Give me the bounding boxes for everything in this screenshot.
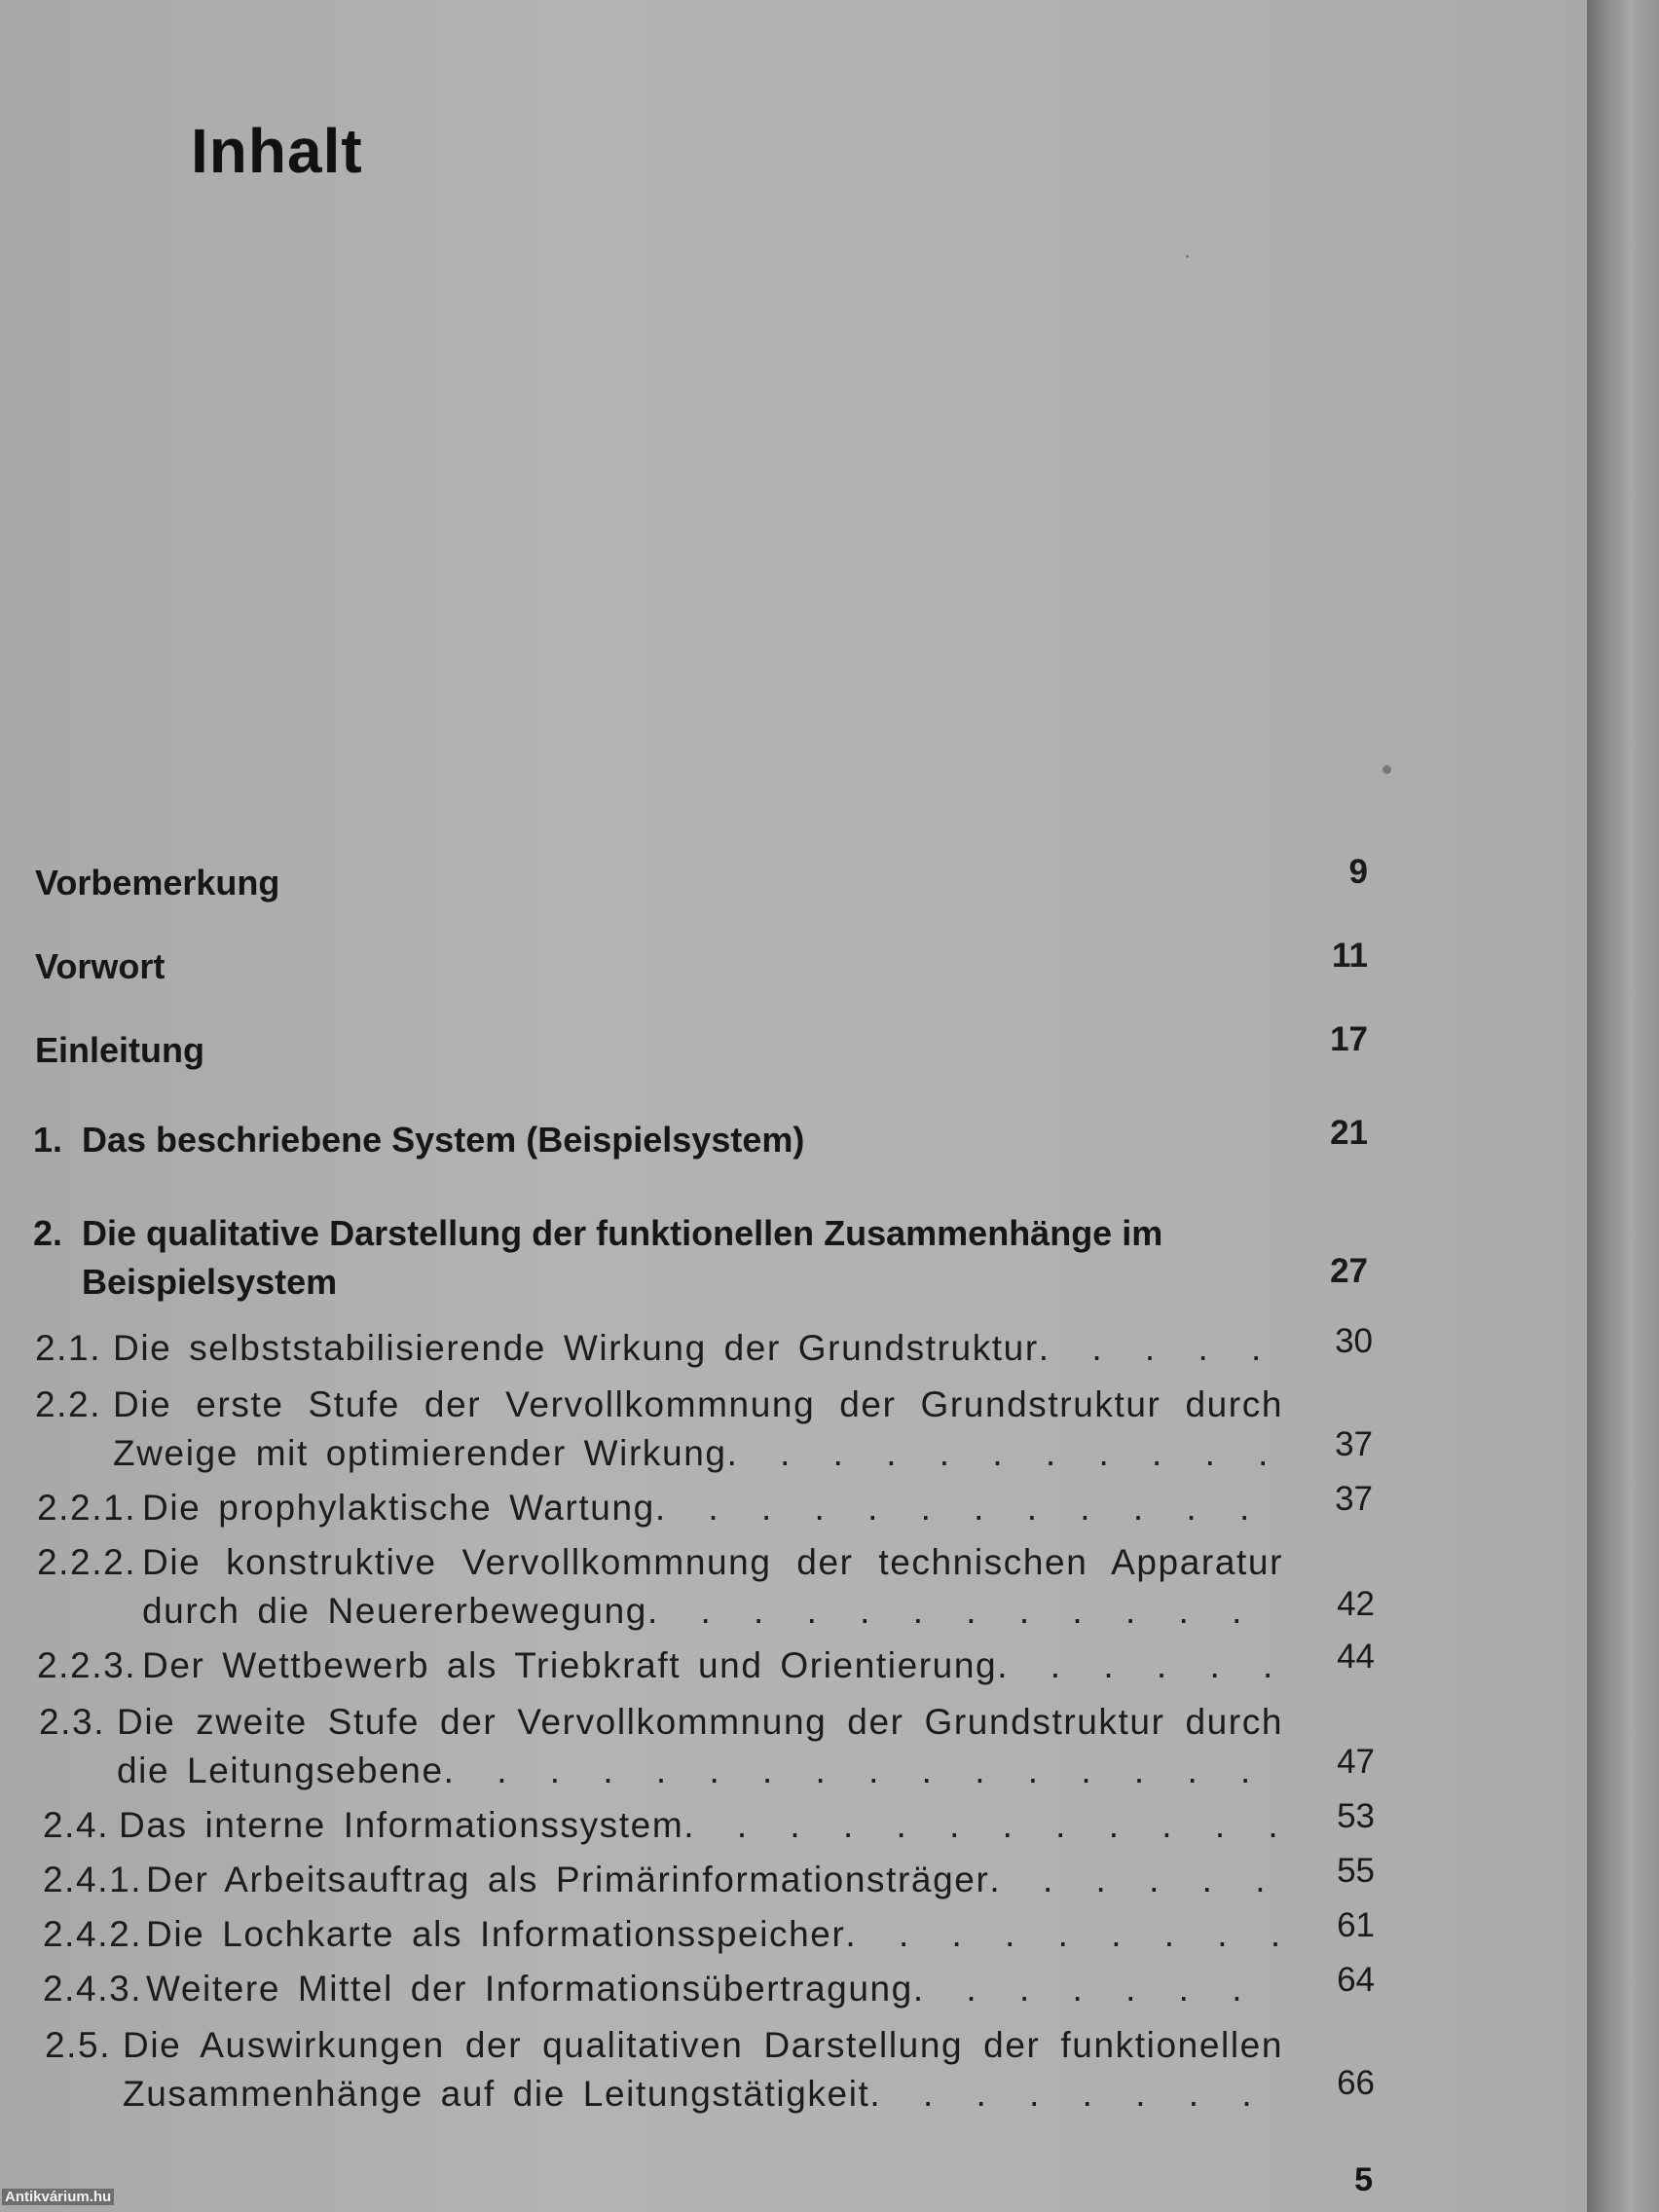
toc-entry-2-4-1: [43, 1856, 1283, 1904]
toc-entry-einleitung: [35, 1030, 204, 1071]
leader-dots: [727, 1429, 1283, 1478]
entry-label: Das beschriebene System (Beispielsystem): [82, 1120, 805, 1160]
page-ref: 37: [1335, 1480, 1373, 1518]
page-ref: 53: [1337, 1797, 1375, 1835]
entry-label-line2: Zusammenhänge auf die Leitungstätigkeit: [123, 2074, 870, 2114]
entry-label: Der Wettbewerb als Triebkraft und Orientierung: [142, 1645, 998, 1685]
toc-entry-2-4: [43, 1801, 1283, 1850]
entry-label: Der Arbeitsauftrag als Primärinformationsträger: [146, 1860, 990, 1899]
page-ref: 30: [1335, 1322, 1373, 1360]
page-ref: 9: [1348, 853, 1368, 891]
leader-dots: [444, 1747, 1283, 1795]
page-ref: 37: [1335, 1425, 1373, 1463]
entry-number: 2.4.3.: [43, 1969, 143, 2009]
toc-entry-chapter-2: [33, 1209, 1240, 1307]
entry-label-line2: durch die Neuererbewegung: [142, 1591, 647, 1631]
entry-label-line2: Beispielsystem: [82, 1262, 338, 1302]
entry-number: 2.: [33, 1213, 63, 1253]
leader-dots: [1039, 1324, 1283, 1373]
entry-label: Einleitung: [35, 1030, 204, 1070]
entry-label: Die Lochkarte als Informationsspeicher: [146, 1914, 846, 1954]
entry-label-line1: Die Auswirkungen der qualitativen Darstellung der funktionellen: [123, 2025, 1283, 2065]
toc-entry-2-2-1: [37, 1484, 1283, 1532]
page-title: Inhalt: [191, 116, 363, 186]
paper-speck: [1382, 765, 1391, 774]
entry-label-line1: Die erste Stufe der Vervollkommnung der Grundstruktur durch: [113, 1384, 1283, 1424]
entry-number: 2.3.: [39, 1702, 106, 1742]
page-ref: 17: [1330, 1020, 1368, 1058]
page-ref: 66: [1337, 2064, 1375, 2102]
leader-dots: [869, 2070, 1283, 2119]
entry-label: Das interne Informationssystem: [119, 1805, 684, 1845]
entry-label: Die prophylaktische Wartung: [142, 1488, 655, 1528]
entry-label: Vorbemerkung: [35, 863, 280, 903]
page-ref: 61: [1337, 1906, 1375, 1944]
page-number: 5: [1354, 2161, 1373, 2198]
entry-label-line1: Die konstruktive Vervollkommnung der technischen Apparatur: [142, 1542, 1283, 1582]
page-ref: 27: [1330, 1252, 1368, 1290]
paper-speck: [1186, 255, 1189, 258]
toc-entry-2-2-3: [37, 1641, 1283, 1690]
entry-label: Die selbststabilisierende Wirkung der Grundstruktur: [113, 1328, 1039, 1368]
entry-label-line2: Zweige mit optimierender Wirkung: [113, 1433, 727, 1473]
entry-number: 2.2.2.: [37, 1542, 137, 1582]
entry-number: 2.4.: [43, 1805, 110, 1845]
page-ref: 47: [1337, 1743, 1375, 1781]
leader-dots: [655, 1484, 1283, 1532]
toc-entry-vorbemerkung: [35, 863, 279, 903]
leader-dots: [913, 1965, 1283, 2013]
watermark: Antikvárium.hu: [2, 2189, 114, 2205]
toc-entry-2-1: [35, 1324, 1283, 1373]
toc-entry-2-4-2: [43, 1910, 1283, 1959]
toc-entry-vorwort: [35, 946, 165, 987]
page-ref: 44: [1337, 1638, 1375, 1676]
page-ref: 11: [1332, 937, 1368, 975]
leader-dots: [989, 1856, 1283, 1904]
entry-number: 2.4.1.: [43, 1860, 143, 1899]
page-ref: 42: [1337, 1585, 1375, 1623]
page-ref: 64: [1337, 1961, 1375, 1999]
entry-label-line1: Die qualitative Darstellung der funktionellen Zusammenhänge im: [82, 1213, 1163, 1253]
page-ref: 21: [1330, 1114, 1368, 1152]
entry-number: 2.2.1.: [37, 1488, 137, 1528]
book-gutter: [1587, 0, 1659, 2212]
toc-entry-2-2-2: [37, 1538, 1283, 1636]
toc-entry-2-4-3: [43, 1965, 1283, 2013]
entry-label: Weitere Mittel der Informationsübertragung: [146, 1969, 913, 2009]
entry-number: 2.2.: [35, 1384, 102, 1424]
entry-number: 2.1.: [35, 1328, 102, 1368]
leader-dots: [683, 1801, 1283, 1850]
leader-dots: [997, 1641, 1283, 1690]
leader-dots: [647, 1587, 1283, 1636]
entry-label: Vorwort: [35, 946, 166, 986]
entry-number: 1.: [33, 1120, 63, 1160]
entry-number: 2.2.3.: [37, 1645, 137, 1685]
entry-label-line2: die Leitungsebene: [117, 1751, 444, 1790]
entry-number: 2.5.: [45, 2025, 112, 2065]
toc-entry-2-5: [45, 2021, 1283, 2119]
toc-entry-2-2: [35, 1381, 1283, 1478]
page-ref: 55: [1337, 1852, 1375, 1890]
toc-entry-chapter-1: [33, 1120, 804, 1161]
entry-label-line1: Die zweite Stufe der Vervollkommnung der Grundstruktur durch: [117, 1702, 1283, 1742]
entry-number: 2.4.2.: [43, 1914, 143, 1954]
toc-entry-2-3: [39, 1698, 1283, 1795]
leader-dots: [845, 1910, 1283, 1959]
